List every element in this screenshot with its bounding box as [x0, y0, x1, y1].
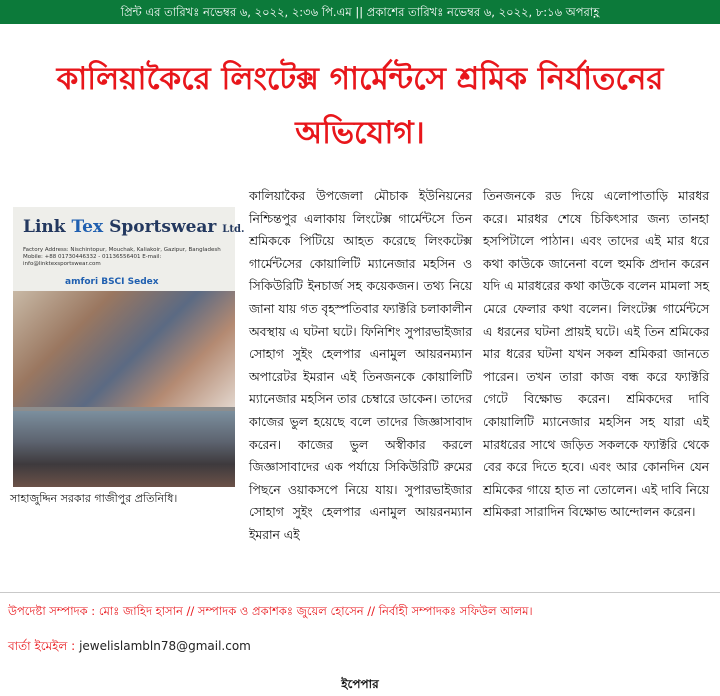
photo-caption: সাহাজুদ্দিন সরকার গাজীপুর প্রতিনিধি। [10, 492, 178, 505]
article-column-2: তিনজনকে রড দিয়ে এলোপাতাড়ি মারধর করে। মারধর শেষে চিকিৎসার জন্য তানহা হসপিটালে পাঠান। এবং তাদের এই মার ধরে কথা কাউকে জানেনা বলে হুমকি প্রদান করেন যদি এ মারধরের কথা কাউকে বলেন মামলা সহ মেরে ফেলার কথা বলেন। লিংটেক্স গার্মেন্টসে এ ধরনের ঘটনা প্রায়ই ঘটে। এই তিন শ্রমিকের মার ধরের ঘটনা যখন সকল শ্রমিকরা জানতে পারেন। তখন তারা কাজ বন্ধ করে ফ্যাক্টরি গেটে বিক্ষোভ করেন। শ্রমিকদের দাবি কোয়ালিটি ম্যানেজার মহসিন সহ যারা এই মারধরের সাথে জড়িত সকলকে ফ্যাক্টরি থেকে বের করে দিতে হবে। এবং আর কোনদিন যেন শ্রমিকের গায়ে হাত না তোলেন। এই দাবি নিয়ে শ্রমিকরা সারাদিন বিক্ষোভ আন্দোলন করেন। [483, 189, 709, 520]
headline: কালিয়াকৈরে লিংটেক্স গার্মেন্টসে শ্রমিক নির্যাতনের অভিযোগ। [56, 61, 664, 151]
signboard-word-link: Link [23, 217, 66, 237]
factory-signboard [13, 207, 245, 291]
signboard-word-ltd: Ltd. [222, 224, 245, 235]
email-label: বার্তা ইমেইল : [8, 639, 76, 653]
print-date-bar: প্রিন্ট এর তারিখঃ নভেম্বর ৬, ২০২২, ২:৩৬ পি.এম || প্রকাশের তারিখঃ নভেম্বর ৬, ২০২২, ৮:১৬ অপরাহ্ণ [0, 0, 720, 24]
signboard-word-sportswear: Sportswear [109, 217, 217, 237]
signboard-word-tex: Tex [71, 217, 104, 237]
footer-divider [0, 592, 720, 593]
signboard-address: Factory Address: Nischintopur, Mouchak, Kaliakoir, Gazipur, Bangladesh Mobile: +88 01730446332 - 01136556401 E-mail: info@linktexsportswear.com [23, 247, 221, 267]
signboard-title [23, 217, 244, 237]
article-column-1: কালিয়াকৈর উপজেলা মৌচাক ইউনিয়নের নিশ্চিন্তপুর এলাকায় লিংটেক্স গার্মেন্টসে তিন শ্রমিককে পিটিয়ে আহত করেছে লিংকটেক্স গার্মেন্টসের কোয়ালিটি ম্যানেজার মহসিন ও সিকিউরিটি ইনচার্জ সহ কয়েকজন। তথ্য নিয়ে জানা যায় গত বৃহস্পতিবার ফ্যাক্টরি চলাকালীন অবস্থায় এ ঘটনা ঘটে। ফিনিশিং সুপারভাইজার সোহাগ সুইং হেলপার এনামুল আয়রনম্যান অপারেটর ইমরান এই তিনজনকে কোয়ালিটি ম্যানেজার মহসিন তার চেম্বারে ডাকেন। তাদের কাজের ভুল হয়েছে বলে তাদের জিজ্ঞাসাবাদ করেন। কাজের ভুল অস্বীকার করলে জিজ্ঞাসাবাদের এক পর্যায়ে সিকিউরিটি রুমের পিছনে ওয়াকসপে নিয়ে যায়। সুপারভাইজার সোহাগ সুইং হেলপার এনামুল আয়রনম্যান ইমরান এই [249, 189, 472, 542]
email-line [8, 638, 251, 658]
editors-line: উপদেষ্টা সম্পাদক : মোঃ জাহিদ হাসান // সম্পাদক ও প্রকাশকঃ জুয়েল হোসেন // নির্বাহী সম্পাদকঃ সফিউল আলম। [8, 604, 533, 618]
protest-crowd-photo [13, 411, 235, 487]
news-photo [13, 207, 245, 487]
signboard-logos: amfori BSCI Sedex [65, 277, 159, 287]
injured-worker-photo [13, 291, 235, 407]
epaper-label: ইপেপার [341, 677, 379, 691]
email-address: jewelislambln78@gmail.com [79, 639, 251, 653]
